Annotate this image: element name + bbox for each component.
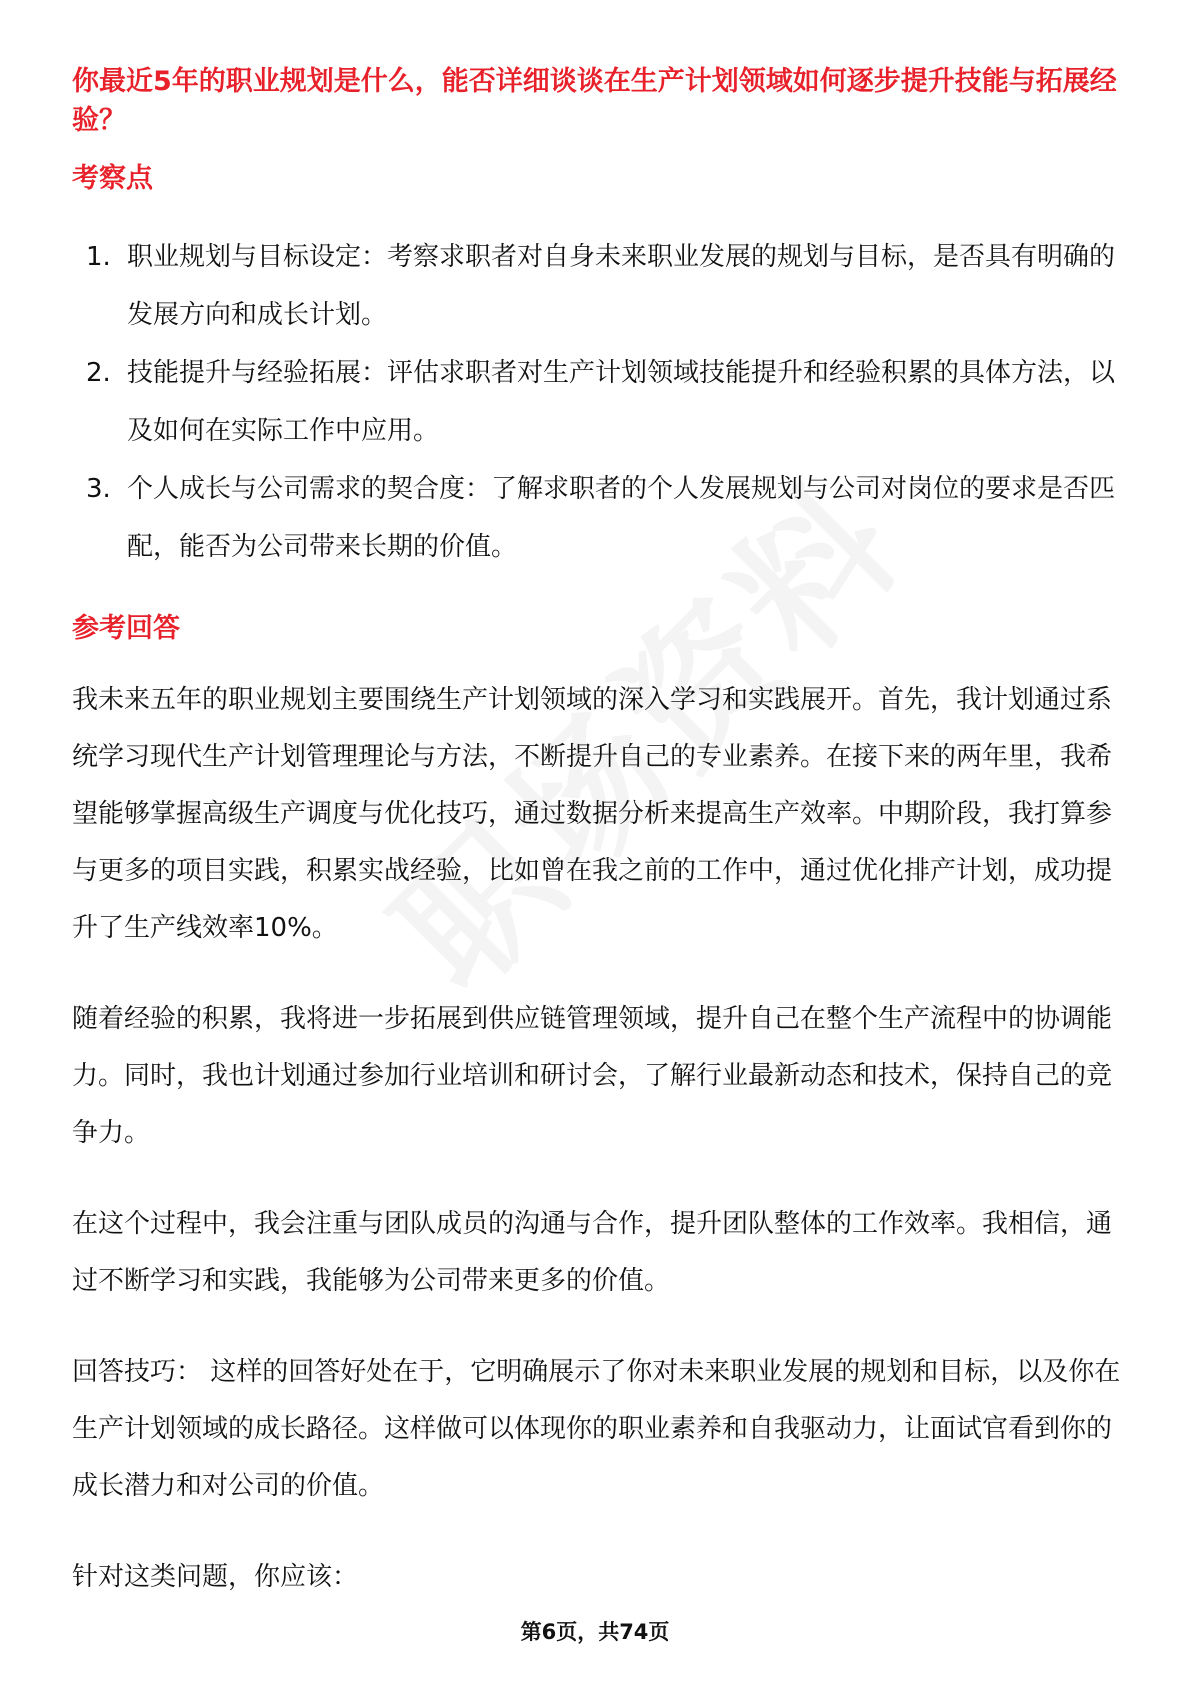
key-point-number: 1. — [86, 242, 111, 272]
page-number-footer: 第6页，共74页 — [520, 1620, 670, 1644]
key-point-item — [72, 344, 1122, 460]
document-content — [72, 62, 1122, 1606]
question-title: 你最近5年的职业规划是什么，能否详细谈谈在生产计划领域如何逐步提升技能与拓展经验？ — [72, 66, 1117, 136]
answer-paragraph: 我未来五年的职业规划主要围绕生产计划领域的深入学习和实践展开。首先，我计划通过系统学习现代生产计划管理理论与方法，不断提升自己的专业素养。在接下来的两年里，我希望能够掌握高级生产调度与优化技巧，通过数据分析来提高生产效率。中期阶段，我打算参与更多的项目实践，积累实战经验，比如曾在我之前的工作中，通过优化排产计划，成功提升了生产线效率10%。 — [72, 685, 1113, 943]
key-point-text: 个人成长与公司需求的契合度：了解求职者的个人发展规划与公司对岗位的要求是否匹配，能否为公司带来长期的价值。 — [127, 474, 1116, 562]
answer-paragraph: 针对这类问题，你应该： — [72, 1562, 359, 1592]
key-points-heading: 考察点 — [72, 163, 153, 194]
reference-answer-heading: 参考回答 — [72, 613, 180, 644]
key-point-text: 技能提升与经验拓展：评估求职者对生产计划领域技能提升和经验积累的具体方法，以及如何在实际工作中应用。 — [127, 358, 1116, 446]
key-point-item — [72, 228, 1122, 344]
answer-tips-paragraph: 回答技巧： 这样的回答好处在于，它明确展示了你对未来职业发展的规划和目标，以及你在生产计划领域的成长路径。这样做可以体现你的职业素养和自我驱动力，让面试官看到你的成长潜力和对公司的价值。 — [72, 1357, 1121, 1501]
key-point-text: 职业规划与目标设定：考察求职者对自身未来职业发展的规划与目标，是否具有明确的发展方向和成长计划。 — [127, 242, 1116, 330]
answer-paragraph: 在这个过程中，我会注重与团队成员的沟通与合作，提升团队整体的工作效率。我相信，通过不断学习和实践，我能够为公司带来更多的价值。 — [72, 1209, 1113, 1296]
key-point-number: 2. — [86, 358, 111, 388]
key-points-list — [72, 228, 1122, 576]
key-point-item — [72, 460, 1122, 576]
answer-paragraph: 随着经验的积累，我将进一步拓展到供应链管理领域，提升自己在整个生产流程中的协调能力。同时，我也计划通过参加行业培训和研讨会，了解行业最新动态和技术，保持自己的竞争力。 — [72, 1004, 1113, 1148]
key-point-number: 3. — [86, 474, 111, 504]
